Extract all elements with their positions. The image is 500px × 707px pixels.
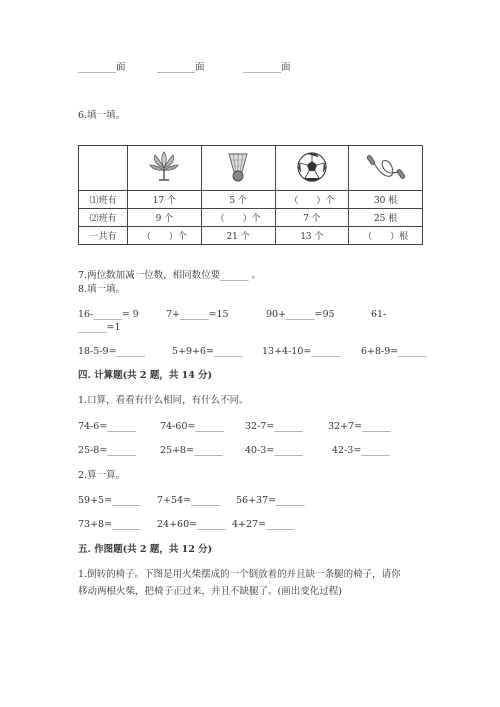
fill-item: 7+______=15 xyxy=(166,309,229,320)
calc-item: 4+27=______ xyxy=(232,519,295,530)
calc-item: 40-3=______ xyxy=(245,445,303,456)
question-4-2: 2.算一算。 xyxy=(78,470,126,481)
row-label: ⑴班有 xyxy=(79,191,128,209)
table-cell: 13 个 xyxy=(275,227,349,245)
calc-item: 74-6=______ xyxy=(78,421,136,432)
question-4-1: 1.口算，看看有什么相同，有什么不同。 xyxy=(78,395,249,406)
table-cell: 17 个 xyxy=(128,191,202,209)
section-5-heading: 五. 作图题(共 2 题，共 12 分) xyxy=(78,544,213,555)
calc-item: 56+37=______ xyxy=(236,495,305,506)
fill-item: 90+______=95 xyxy=(266,309,335,320)
fill-item: 18-5-9=______ xyxy=(78,346,146,357)
blank-face-1: ________面 xyxy=(78,62,126,73)
count-table xyxy=(78,145,423,245)
calc-item: 32+7=______ xyxy=(328,421,391,432)
section-4-heading: 四. 计算题(共 2 题，共 14 分) xyxy=(78,370,213,381)
calc-item: 32-7=______ xyxy=(245,421,303,432)
table-row xyxy=(79,227,423,245)
calc-item: 73+8=______ xyxy=(78,519,141,530)
table-row xyxy=(79,191,423,209)
table-cell: 9 个 xyxy=(128,209,202,227)
jump-rope-icon xyxy=(366,151,406,183)
fill-item: 16-______= 9 xyxy=(78,309,139,320)
plant-cell xyxy=(128,146,202,191)
jump-rope-cell xyxy=(349,146,423,191)
calc-item: 25-8=______ xyxy=(78,445,136,456)
table-cell: 25 根 xyxy=(349,209,423,227)
soccer-ball-cell xyxy=(275,146,349,191)
calc-item: 25+8=______ xyxy=(160,445,223,456)
calc-item: 42-3=______ xyxy=(332,445,390,456)
table-row xyxy=(79,209,423,227)
table-cell: 21 个 xyxy=(201,227,275,245)
table-cell: 7 个 xyxy=(275,209,349,227)
table-cell: 30 根 xyxy=(349,191,423,209)
blank-face-2: ________面 xyxy=(157,62,205,73)
shuttlecock-cell xyxy=(201,146,275,191)
soccer-ball-icon xyxy=(296,151,328,183)
question-5-1-line-2: 移动两根火柴，把椅子正过来，并且不缺腿了。(画出变化过程) xyxy=(78,586,342,597)
table-cell[interactable]: （ ）个 xyxy=(128,227,202,245)
fill-item: 6+8-9=______ xyxy=(361,346,427,357)
table-cell: 5 个 xyxy=(201,191,275,209)
table-cell[interactable]: （ ）个 xyxy=(275,191,349,209)
question-5-1-line-1: 1.倒转的椅子。下图是用火柴摆成的一个倒放着的并且缺一条腿的椅子，请你 xyxy=(78,569,401,580)
table-cell[interactable]: （ ）根 xyxy=(349,227,423,245)
row-label: ⑵班有 xyxy=(79,209,128,227)
calc-item: 7+54=______ xyxy=(157,495,220,506)
calc-item: 24+60=______ xyxy=(157,519,226,530)
question-6-title: 6.填一填。 xyxy=(78,110,126,121)
fill-item: 61- xyxy=(371,309,387,320)
table-cell[interactable]: （ ）个 xyxy=(201,209,275,227)
fill-item: 5+9+6=______ xyxy=(172,346,243,357)
table-icon-row xyxy=(79,146,423,191)
calc-item: 74-60=______ xyxy=(160,421,224,432)
shuttlecock-icon xyxy=(223,150,253,184)
calc-item: 59+5=______ xyxy=(78,495,141,506)
fill-item: 13+4-10=______ xyxy=(262,346,340,357)
blank-face-3: ________面 xyxy=(243,62,291,73)
question-7: 7.两位数加减一位数，相同数位要______ 。 xyxy=(78,270,262,281)
plant-icon xyxy=(147,150,181,184)
table-corner-cell xyxy=(79,146,128,191)
fill-item-continued: ______=1 xyxy=(78,322,121,333)
row-label: 一共有 xyxy=(79,227,128,245)
question-8-title: 8.填一填。 xyxy=(78,284,126,295)
